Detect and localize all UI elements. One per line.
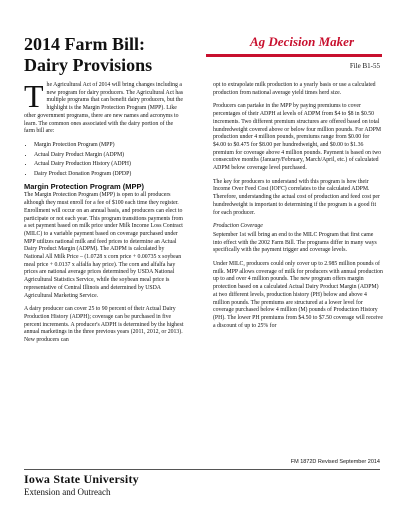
paragraph: Under MILC, producers could only cover up to 2.985 million pounds of milk. MPP allows coverage of milk for producers with annual production up to and over 4 million pounds. The new program offers margin protection based on a calculated Actual Dairy Product Margin (ADPM) at two different levels, production history (PH) below and above 4 million pounds. The premiums are structured at a lower level for coverage purchased below 4 million (M) pounds of Production History (PH). The lower PH premiums from $4.50 to $7.50 coverage will receive a discount of up to 25% for bbox=[213, 261, 383, 329]
title-line-2: Dairy Provisions bbox=[24, 55, 153, 75]
paragraph: opt to extrapolate milk production to a yearly basis or use a calculated production from national average yield times herd size. bbox=[213, 82, 376, 96]
document-info: FM 1872D Revised September 2014 bbox=[290, 459, 380, 465]
university-logo: Iowa State University bbox=[24, 472, 139, 486]
drop-cap: T bbox=[24, 78, 44, 114]
paragraph: The Margin Protection Program (MPP) is open to all producers although they must enroll for a fee of $100 each time they register. Enrollment will occur on an annual basis, and producers can elect to participate or not each year. This program transitions payments from a set payment based on milk price under Milk Income Loss Contract (MILC) to a variable payment based on coverage purchased under MPP utilizes national milk and feed prices to determine an Actual Dairy Product Margin (ADPM). The ADPM is calculated by National All Milk Price – (1.0728 x corn price + 0.00735 x soybean meal price + 0.0137 x alfalfa hay price). The corn and alfalfa hay prices are national average prices determined by USDA National Agricultural Statistics Service, while the soybean meal price is representative of Central Illinois and determined by USDA Agricultural Marketing Service. bbox=[24, 192, 183, 299]
header-rule bbox=[206, 54, 382, 57]
right-column bbox=[213, 82, 383, 336]
acronym-list bbox=[24, 142, 184, 179]
section-heading: Margin Protection Program (MPP) bbox=[24, 181, 145, 191]
subheading: Production Coverage bbox=[213, 223, 263, 230]
intro-text: he Agricultural Act of 2014 will bring changes including a new program for dairy producers. The Agricultural Act has multiple programs that can benefit dairy producers, but the highlight is the Margin Protection Program (MPP). Like other government programs, there are new names and acronyms to learn. The common ones associated with the dairy portion of the farm bill are: bbox=[24, 82, 184, 135]
paragraph: A dairy producer can cover 25 to 90 percent of their Actual Dairy Production History (ADPH); coverage can be purchased in five percent increments. A producer's ADPH is determined by the highest annual marketings in the three previous years (2011, 2012, or 2013). New producers can bbox=[24, 306, 184, 344]
intro-paragraph bbox=[24, 78, 184, 136]
left-column bbox=[24, 78, 184, 351]
paragraph-text: September 1st will bring an end to the MILC Program that first came into effect with the 2002 Farm Bill. The programs differ in many ways specifically with the payment trigger and coverage levels. bbox=[213, 231, 377, 254]
list-item: • Dairy Product Donation Program (DPDP) bbox=[34, 171, 184, 179]
page-title bbox=[24, 34, 152, 76]
extension-label: Extension and Outreach bbox=[24, 487, 111, 497]
file-number: File B1-55 bbox=[349, 62, 380, 70]
list-item: • Actual Dairy Product Margin (ADPM) bbox=[34, 152, 184, 160]
list-item: • Margin Protection Program (MPP) bbox=[34, 142, 184, 150]
paragraph: Producers can partake in the MPP by paying premiums to cover percentages of their ADPH at levels of ADPM from $4 to $8 in $0.50 increments. Two different premium structures are offered based on total hundredweight covered above or below four million pounds. For ADPM production under 4 million pounds, premiums range from $0.00 for $4.00 to $0.475 for $8.00 per hundredweight, and $0.00 to $1.36 premium for coverage above 4 million pounds. Payment is based on two consecutive months (January/February, March/April, etc.) of calculated ADPM below coverage level purchased. bbox=[213, 103, 382, 172]
title-line-1: 2014 Farm Bill: bbox=[24, 34, 145, 54]
paragraph: The key for producers to understand with this program is how their Income Over Feed Cost (IOFC) correlates to the calculated ADPM. Therefore, understanding the actual cost of production and feed cost per hundredweight is important to determining if the program is a good fit for each producer. bbox=[213, 178, 380, 216]
subsection bbox=[213, 223, 383, 255]
list-item: • Actual Dairy Production History (ADPH) bbox=[34, 161, 184, 169]
footer-rule bbox=[24, 469, 380, 470]
brand-name: Ag Decision Maker bbox=[250, 34, 354, 49]
